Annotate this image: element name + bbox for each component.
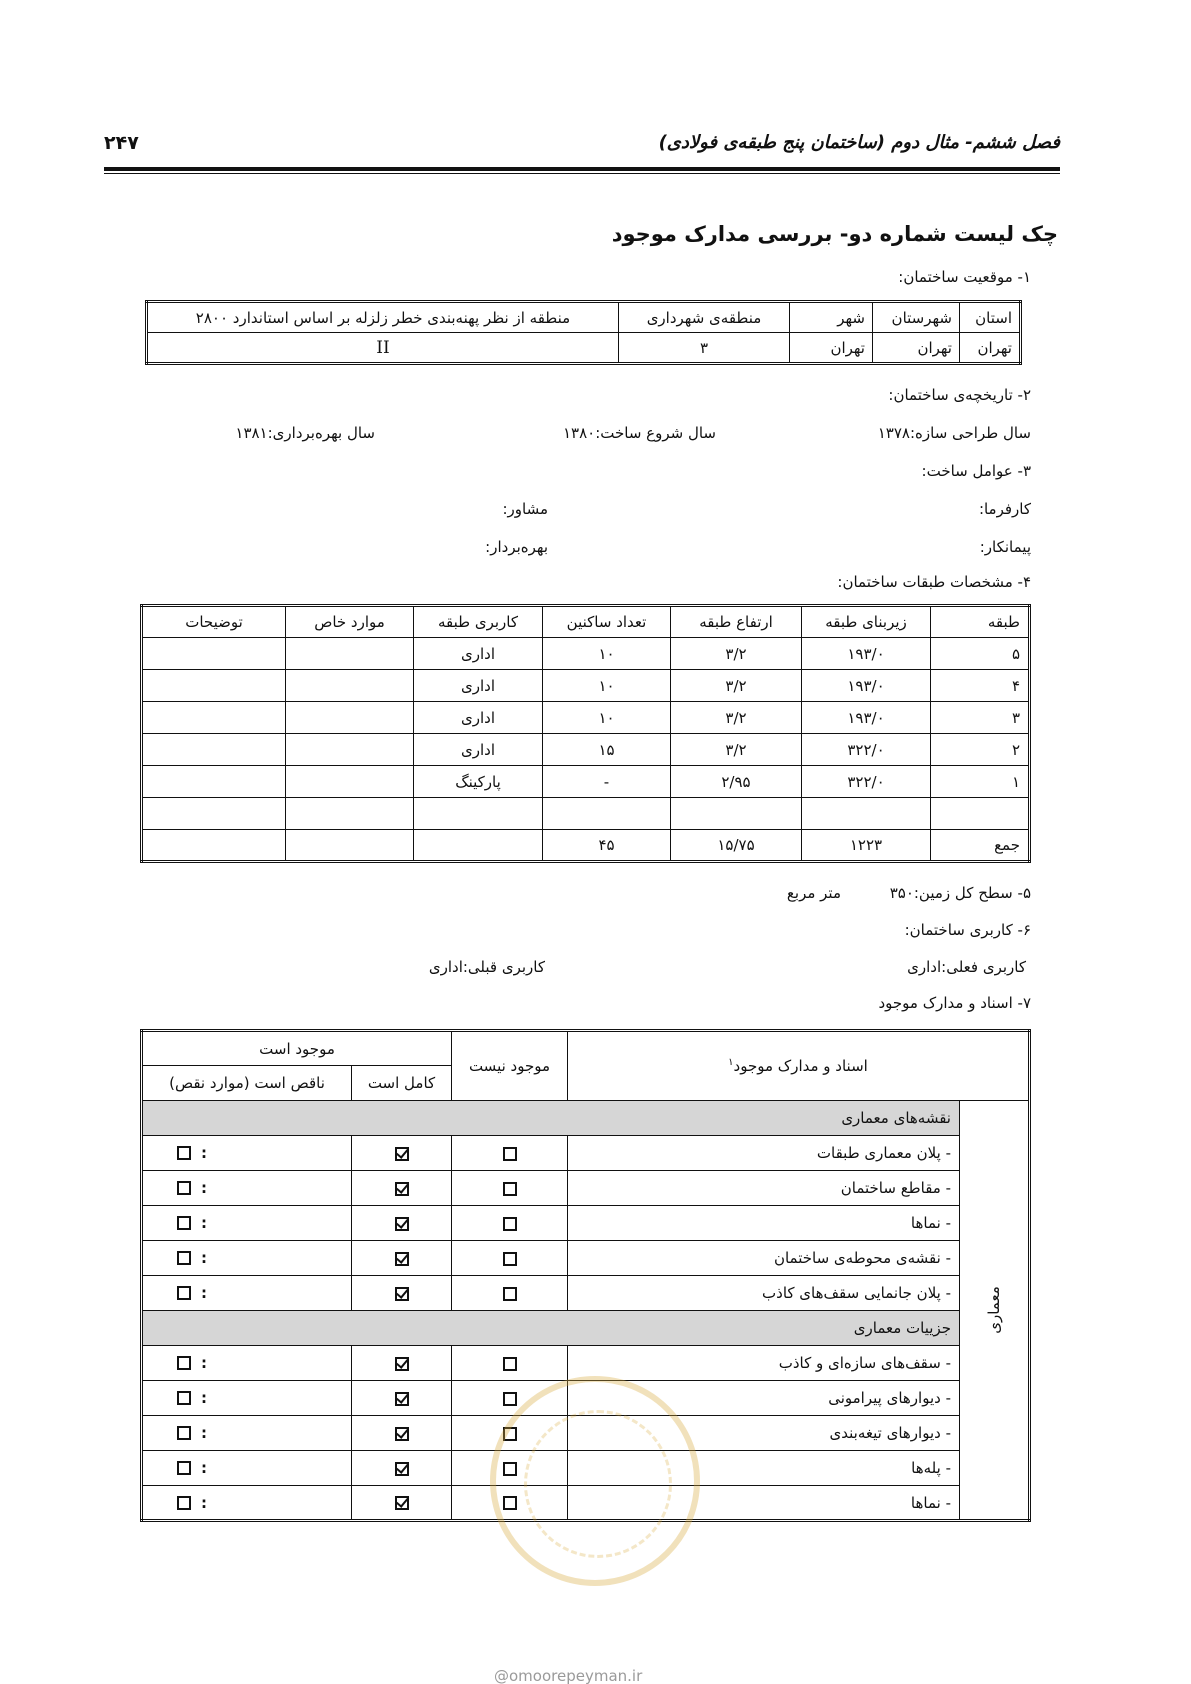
table-cell	[142, 798, 286, 830]
document-item: - نماها	[568, 1486, 960, 1521]
table-cell	[142, 766, 286, 798]
complete-cell	[352, 1276, 452, 1311]
table-cell	[286, 734, 414, 766]
category-row	[142, 1311, 1030, 1346]
column-header-exists: موجود است	[142, 1031, 452, 1066]
table-cell	[802, 798, 931, 830]
missing-checkbox[interactable]	[503, 1287, 517, 1301]
table-cell: ۲	[931, 734, 1030, 766]
table-cell	[671, 798, 802, 830]
table-cell: منطقه‌ی شهرداری	[619, 302, 790, 333]
missing-checkbox[interactable]	[503, 1392, 517, 1406]
complete-checkbox[interactable]	[395, 1427, 409, 1441]
table-cell	[286, 766, 414, 798]
colon: :	[201, 1284, 207, 1303]
table-row	[147, 302, 1021, 333]
section1-heading: ۱- موقعیت ساختمان:	[898, 268, 1031, 286]
checklist-title: چک لیست شماره دو- بررسی مدارک موجود	[611, 222, 1058, 246]
incomplete-cell	[142, 1136, 352, 1171]
column-header-complete: کامل است	[352, 1066, 452, 1101]
complete-checkbox[interactable]	[395, 1147, 409, 1161]
complete-cell	[352, 1486, 452, 1521]
land-area-unit: متر مربع	[786, 884, 841, 902]
table-cell: شهرستان	[873, 302, 960, 333]
incomplete-checkbox[interactable]	[177, 1391, 191, 1405]
table-cell	[142, 702, 286, 734]
colon: :	[201, 1424, 207, 1443]
document-item: - مقاطع ساختمان	[568, 1171, 960, 1206]
colon: :	[201, 1249, 207, 1268]
section7-heading: ۷- اسناد و مدارک موجود	[878, 994, 1031, 1012]
table-cell: ۳/۲	[671, 670, 802, 702]
table-cell	[142, 734, 286, 766]
table-row	[142, 798, 1030, 830]
design-year: سال طراحی سازه:۱۳۷۸	[877, 424, 1031, 442]
contractor-label: پیمانکار:	[979, 538, 1031, 556]
land-area: ۵- سطح کل زمین:۳۵۰	[889, 884, 1031, 902]
table-cell: ۴	[931, 670, 1030, 702]
missing-cell	[452, 1206, 568, 1241]
category-title: جزییات معماری	[142, 1311, 960, 1346]
incomplete-cell	[142, 1451, 352, 1486]
table-cell: ۱	[931, 766, 1030, 798]
missing-cell	[452, 1346, 568, 1381]
table-header-row	[142, 606, 1030, 638]
watermark-seal-icon	[490, 1376, 700, 1586]
document-item: - دیوارهای پیرامونی	[568, 1381, 960, 1416]
table-cell: ۱۹۳/۰	[802, 670, 931, 702]
table-cell	[286, 670, 414, 702]
table-cell: اداری	[414, 638, 543, 670]
table-cell	[286, 830, 414, 862]
chapter-title: فصل ششم- مثال دوم (ساختمان پنج طبقه‌ی فولادی)	[658, 132, 1060, 153]
complete-cell	[352, 1171, 452, 1206]
table-cell	[931, 798, 1030, 830]
table-row	[142, 1241, 1030, 1276]
table-cell: تهران	[960, 333, 1021, 364]
table-cell	[286, 798, 414, 830]
incomplete-checkbox[interactable]	[177, 1286, 191, 1300]
table-header-row	[142, 1031, 1030, 1066]
complete-checkbox[interactable]	[395, 1252, 409, 1266]
table-row	[147, 333, 1021, 364]
table-cell: شهر	[790, 302, 873, 333]
incomplete-cell	[142, 1346, 352, 1381]
document-item: - نقشه‌ی محوطه‌ی ساختمان	[568, 1241, 960, 1276]
incomplete-checkbox[interactable]	[177, 1426, 191, 1440]
table-cell	[543, 798, 671, 830]
section4-heading: ۴- مشخصات طبقات ساختمان:	[837, 573, 1031, 591]
operation-year: سال بهره‌برداری:۱۳۸۱	[235, 424, 375, 442]
page-number: ۲۴۷	[104, 132, 139, 154]
column-header: طبقه	[931, 606, 1030, 638]
complete-checkbox[interactable]	[395, 1392, 409, 1406]
column-header: توضیحات	[142, 606, 286, 638]
table-row	[142, 1171, 1030, 1206]
docs-header-label: اسناد و مدارک موجود	[733, 1057, 868, 1075]
footnote-marker: ۱	[728, 1057, 734, 1068]
previous-use: کاربری قبلی:اداری	[428, 958, 545, 976]
table-cell: ۳	[619, 333, 790, 364]
table-cell	[414, 830, 543, 862]
complete-cell	[352, 1136, 452, 1171]
document-item: - پلان معماری طبقات	[568, 1136, 960, 1171]
watermark-url: @omoorepeyman.ir	[494, 1667, 643, 1684]
table-cell: ۵	[931, 638, 1030, 670]
table-cell: اداری	[414, 734, 543, 766]
missing-checkbox[interactable]	[503, 1252, 517, 1266]
header-rule-thin	[104, 173, 1060, 174]
current-use: کاربری فعلی:اداری	[907, 958, 1026, 976]
missing-cell	[452, 1136, 568, 1171]
table-cell: ۱۹۳/۰	[802, 702, 931, 734]
table-cell: جمع	[931, 830, 1030, 862]
table-cell: ۱۰	[543, 638, 671, 670]
table-row	[142, 1206, 1030, 1241]
table-cell: ۱۹۳/۰	[802, 638, 931, 670]
page-header	[104, 132, 1060, 154]
colon: :	[201, 1144, 207, 1163]
column-header: تعداد ساکنین	[543, 606, 671, 638]
incomplete-checkbox[interactable]	[177, 1496, 191, 1510]
incomplete-cell	[142, 1381, 352, 1416]
complete-checkbox[interactable]	[395, 1217, 409, 1231]
table-cell: اداری	[414, 670, 543, 702]
document-item: - دیوارهای تیغه‌بندی	[568, 1416, 960, 1451]
table-row	[142, 734, 1030, 766]
column-header-incomplete: ناقص است (موارد نقص)	[142, 1066, 352, 1101]
incomplete-checkbox[interactable]	[177, 1146, 191, 1160]
table-cell	[142, 670, 286, 702]
incomplete-cell	[142, 1241, 352, 1276]
complete-checkbox[interactable]	[395, 1496, 409, 1510]
incomplete-checkbox[interactable]	[177, 1181, 191, 1195]
complete-cell	[352, 1241, 452, 1276]
table-cell: منطقه از نظر پهنه‌بندی خطر زلزله بر اساس استاندارد ۲۸۰۰	[147, 302, 619, 333]
missing-cell	[452, 1241, 568, 1276]
operator-label: بهره‌بردار:	[485, 538, 548, 556]
incomplete-cell	[142, 1171, 352, 1206]
colon: :	[201, 1389, 207, 1408]
missing-checkbox[interactable]	[503, 1357, 517, 1371]
table-cell: ۳۲۲/۰	[802, 734, 931, 766]
incomplete-cell	[142, 1416, 352, 1451]
complete-checkbox[interactable]	[395, 1462, 409, 1476]
employer-label: کارفرما:	[978, 500, 1031, 518]
table-cell	[414, 798, 543, 830]
table-row	[142, 1346, 1030, 1381]
table-cell: ۱۵	[543, 734, 671, 766]
table-cell: پارکینگ	[414, 766, 543, 798]
table-cell: اداری	[414, 702, 543, 734]
incomplete-checkbox[interactable]	[177, 1216, 191, 1230]
category-title: نقشه‌های معماری	[142, 1101, 960, 1136]
table-cell: ۳/۲	[671, 638, 802, 670]
table-cell: ۳/۲	[671, 702, 802, 734]
table-cell	[286, 638, 414, 670]
colon: :	[201, 1459, 207, 1478]
table-cell: استان	[960, 302, 1021, 333]
table-row	[142, 1136, 1030, 1171]
building-location-table	[145, 300, 1022, 365]
section2-heading: ۲- تاریخچه‌ی ساختمان:	[888, 386, 1031, 404]
table-cell: ۱۰	[543, 670, 671, 702]
complete-cell	[352, 1206, 452, 1241]
table-row	[142, 638, 1030, 670]
header-rule	[104, 167, 1060, 171]
table-total-row	[142, 830, 1030, 862]
table-cell: ۱۰	[543, 702, 671, 734]
floor-specs-table	[140, 604, 1031, 863]
missing-checkbox[interactable]	[503, 1217, 517, 1231]
category-row	[142, 1101, 1030, 1136]
document-item: - نماها	[568, 1206, 960, 1241]
table-cell: ۴۵	[543, 830, 671, 862]
incomplete-cell	[142, 1276, 352, 1311]
section3-heading: ۳- عوامل ساخت:	[921, 462, 1031, 480]
missing-cell	[452, 1276, 568, 1311]
table-row	[142, 702, 1030, 734]
table-cell: تهران	[873, 333, 960, 364]
complete-checkbox[interactable]	[395, 1357, 409, 1371]
column-header: کاربری طبقه	[414, 606, 543, 638]
consultant-label: مشاور:	[502, 500, 548, 518]
missing-checkbox[interactable]	[503, 1147, 517, 1161]
incomplete-checkbox[interactable]	[177, 1461, 191, 1475]
incomplete-cell	[142, 1486, 352, 1521]
table-cell: ۱۲۲۳	[802, 830, 931, 862]
colon: :	[201, 1179, 207, 1198]
table-cell: ۳۲۲/۰	[802, 766, 931, 798]
table-cell: ۱۵/۷۵	[671, 830, 802, 862]
complete-cell	[352, 1381, 452, 1416]
construction-start-year: سال شروع ساخت:۱۳۸۰	[562, 424, 716, 442]
column-header-docs	[568, 1031, 1030, 1101]
column-header: زیربنای طبقه	[802, 606, 931, 638]
colon: :	[201, 1354, 207, 1373]
column-header: ارتفاع طبقه	[671, 606, 802, 638]
column-header-missing: موجود نیست	[452, 1031, 568, 1101]
missing-checkbox[interactable]	[503, 1182, 517, 1196]
missing-cell	[452, 1171, 568, 1206]
vertical-category-label: معماری	[960, 1101, 1030, 1521]
column-header: موارد خاص	[286, 606, 414, 638]
colon: :	[201, 1493, 207, 1512]
table-cell: تهران	[790, 333, 873, 364]
complete-cell	[352, 1451, 452, 1486]
complete-cell	[352, 1416, 452, 1451]
table-cell: II	[147, 333, 619, 364]
table-cell: ۳	[931, 702, 1030, 734]
table-row	[142, 670, 1030, 702]
table-cell	[142, 830, 286, 862]
section6-heading: ۶- کاربری ساختمان:	[904, 921, 1031, 939]
incomplete-checkbox[interactable]	[177, 1251, 191, 1265]
document-item: - سقف‌های سازه‌ای و کاذب	[568, 1346, 960, 1381]
complete-cell	[352, 1346, 452, 1381]
table-row	[142, 766, 1030, 798]
complete-checkbox[interactable]	[395, 1182, 409, 1196]
table-cell	[142, 638, 286, 670]
incomplete-checkbox[interactable]	[177, 1356, 191, 1370]
incomplete-cell	[142, 1206, 352, 1241]
table-row	[142, 1276, 1030, 1311]
colon: :	[201, 1214, 207, 1233]
table-cell	[286, 702, 414, 734]
table-cell: ۲/۹۵	[671, 766, 802, 798]
table-cell: ۳/۲	[671, 734, 802, 766]
document-item: - پله‌ها	[568, 1451, 960, 1486]
document-item: - پلان جانمایی سقف‌های کاذب	[568, 1276, 960, 1311]
complete-checkbox[interactable]	[395, 1287, 409, 1301]
table-cell: -	[543, 766, 671, 798]
